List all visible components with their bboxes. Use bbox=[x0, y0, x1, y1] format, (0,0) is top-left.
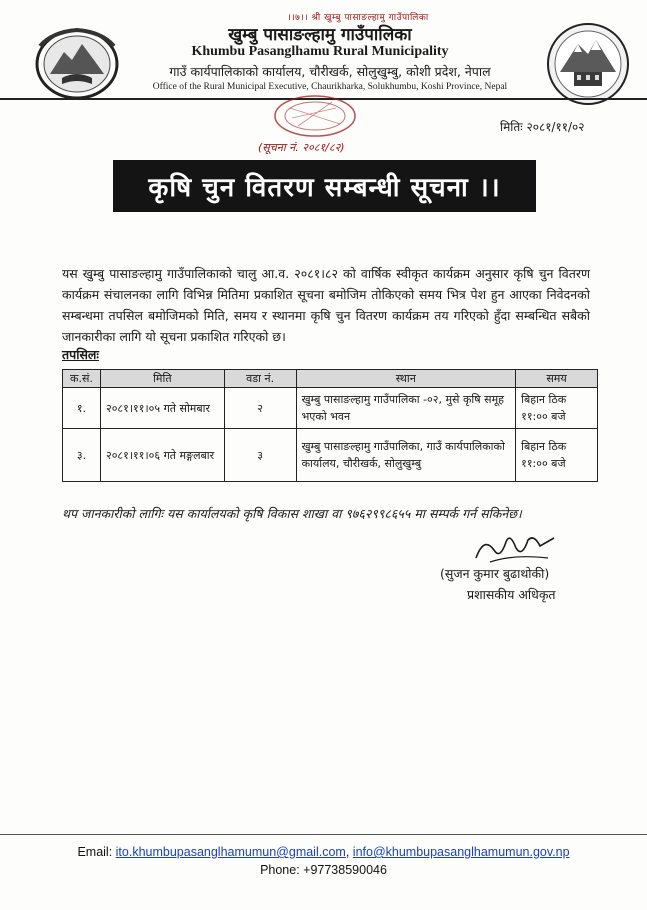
notice-body: यस खुम्बु पासाङल्हामु गाउँपालिकाको चालु आ.व. २०८१।८२ को वार्षिक स्वीकृत कार्यक्रम अनुसार कृषि चुन वितरण कार्यक्रम संचालनका लागि विभिन्न मितिमा प्रकाशित सूचना बमोजिम तोकिएको समय भित्र पेश हुन आएका निवेदनको सम्बन्धमा तपसिल बमोजिमको मिति, समय र स्थानमा कृषि चुन वितरण कार्यक्रम तय गरिएको हुँदा सम्बन्धित सबैको जानकारीका लागि यो सूचना प्रकाशित गरिएको छ। bbox=[62, 266, 590, 344]
cell-ward: २ bbox=[224, 388, 296, 429]
header-date: मिति bbox=[100, 370, 224, 388]
municipality-name-np: खुम्बु पासाङल्हामु गाउँपालिका bbox=[228, 25, 412, 45]
cell-time: बिहान ठिक ११:०० बजे bbox=[516, 429, 598, 482]
details-label: तपसिलः bbox=[62, 347, 99, 362]
email-link-ito[interactable]: ito.khumbupasanglhamumun@gmail.com bbox=[115, 845, 346, 859]
signatory-title: प्रशासकीय अधिकृत bbox=[467, 587, 556, 602]
cell-ward: ३ bbox=[224, 429, 296, 482]
municipality-logo-icon bbox=[546, 22, 630, 106]
header-time: समय bbox=[516, 370, 598, 388]
cell-time: बिहान ठिक ११:०० बजे bbox=[516, 388, 598, 429]
office-address-en: Office of the Rural Municipal Executive, Chaurikharka, Solukhumbu, Koshi Province, Nepal bbox=[152, 82, 508, 92]
footer-email-line bbox=[0, 843, 647, 861]
footer-divider bbox=[0, 834, 647, 835]
cell-date: २०८१।११।०५ गते सोमबार bbox=[100, 388, 224, 429]
signature-icon bbox=[470, 528, 560, 566]
header-ward: वडा नं. bbox=[224, 370, 296, 388]
notice-date: मितिः २०८१/११/०२ bbox=[500, 120, 585, 134]
email-label: Email: bbox=[77, 845, 113, 859]
official-stamp-icon bbox=[270, 94, 360, 144]
table-header-row bbox=[63, 370, 598, 388]
notice-title: कृषि चुन वितरण सम्बन्धी सूचना ।। bbox=[113, 160, 536, 212]
signatory-name: (सुजन कुमार बुढाथोकी) bbox=[440, 566, 550, 581]
nepal-emblem-icon bbox=[32, 26, 122, 102]
header-place: स्थान bbox=[296, 370, 516, 388]
municipality-name-en: Khumbu Pasanglhamu Rural Municipality bbox=[191, 44, 449, 59]
table-row bbox=[63, 429, 598, 482]
email-link-info[interactable]: info@khumbupasanglhamumun.gov.np bbox=[352, 845, 570, 859]
cell-sn: १. bbox=[63, 388, 101, 429]
table-row bbox=[63, 388, 598, 429]
cell-place: खुम्बु पासाङल्हामु गाउँपालिका, गाउँ कार्यपालिकाको कार्यालय, चौरीखर्क, सोलुखुम्बु bbox=[296, 429, 516, 482]
email-separator: , bbox=[345, 845, 350, 859]
header-motto: ।।७।। श्री खुम्बु पासाङल्हामु गाउँपालिका bbox=[287, 13, 429, 23]
closing-contact-note: थप जानकारीको लागिः यस कार्यालयको कृषि विकास शाखा वा ९७६२९९८६५५ मा सम्पर्क गर्न सकिनेछ। bbox=[62, 506, 522, 521]
office-address-np: गाउँ कार्यपालिकाको कार्यालय, चौरीखर्क, सोलुखुम्बु, कोशी प्रदेश, नेपाल bbox=[169, 64, 491, 79]
distribution-schedule-table bbox=[62, 369, 598, 482]
cell-date: २०८१।११।०६ गते मङ्गलबार bbox=[100, 429, 224, 482]
notice-reference: (सूचना नं. २०८१/८२) bbox=[258, 141, 345, 154]
footer-phone: Phone: +97738590046 bbox=[260, 863, 387, 877]
header-sn: क.सं. bbox=[63, 370, 101, 388]
footer-contact bbox=[0, 843, 647, 879]
cell-place: खुम्बु पासाङल्हामु गाउँपालिका -०२, मुसे कृषि समूह भएको भवन bbox=[296, 388, 516, 429]
cell-sn: ३. bbox=[63, 429, 101, 482]
